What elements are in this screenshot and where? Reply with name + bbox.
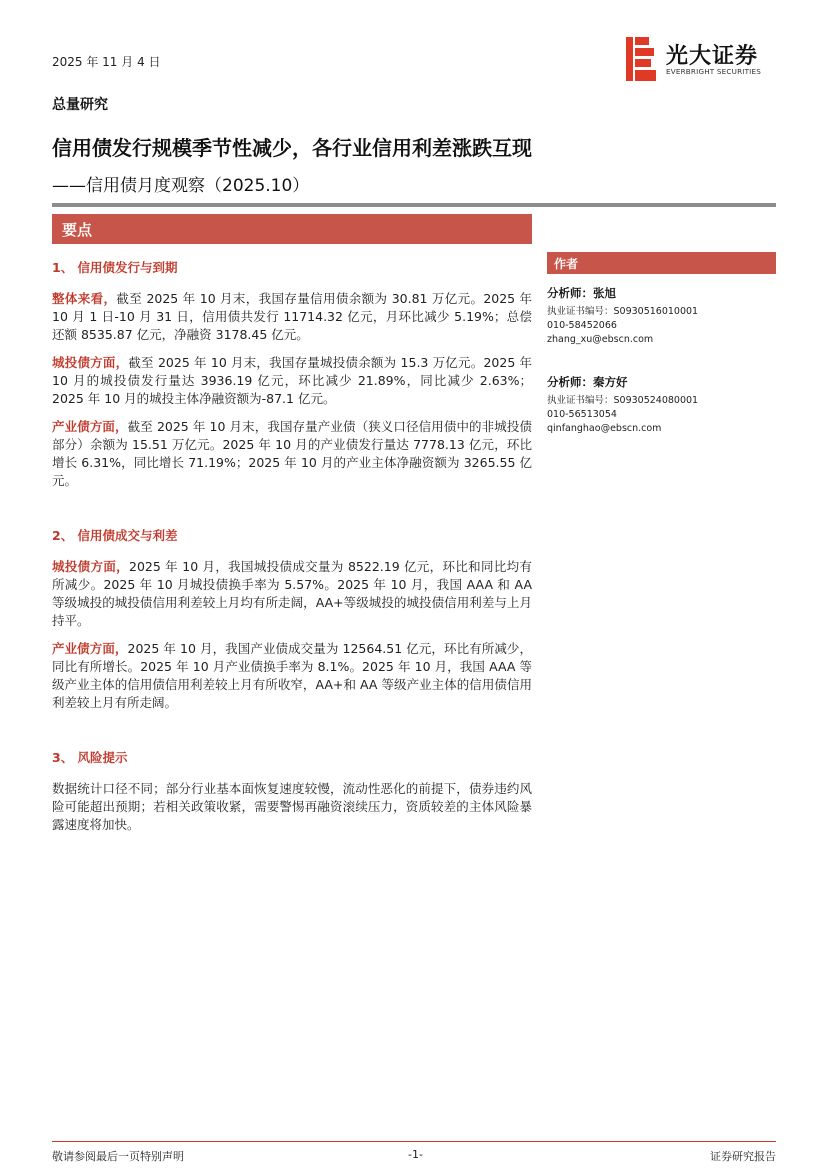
company-logo xyxy=(626,37,776,83)
paragraph-lead: 产业债方面， xyxy=(52,419,128,434)
report-category: 总量研究 xyxy=(52,97,108,113)
paragraph-text: 截至 2025 年 10 月末，我国存量产业债（狭义口径信用债中的非城投债部分）余额为 15.51 万亿元。2025 年 10 月的产业债发行量达 7778.13 亿元，环比增长 6.31%，同比增长 71.19%；2025 年 10 月的产业主体净融资额为 3265.55 亿元。 xyxy=(52,419,532,488)
footer-doc-type: 证券研究报告 xyxy=(710,1150,776,1163)
analyst-card xyxy=(547,374,776,436)
paragraph-text: 数据统计口径不同；部分行业基本面恢复速度较慢，流动性恶化的前提下，债券违约风险可能超出预期；若相关政策收紧，需要警惕再融资滚续压力，资质较差的主体风险暴露速度将加快。 xyxy=(52,781,532,832)
key-points-label: 要点 xyxy=(62,221,93,239)
paragraph-lead: 产业债方面， xyxy=(52,641,128,656)
section-heading-risk: 3、 风险提示 xyxy=(52,750,128,765)
paragraph-industrial xyxy=(52,418,532,490)
report-subtitle: ——信用债月度观察（2025.10） xyxy=(52,176,310,196)
title-divider xyxy=(52,203,776,207)
analyst-email[interactable]: zhang_xu@ebscn.com xyxy=(547,334,654,345)
paragraph-text: 2025 年 10 月，我国城投债成交量为 8522.19 亿元，环比和同比均有所减少。2025 年 10 月城投债换手率为 5.57%。2025 年 10 月，我国 AAA 和 AA 等级城投的城投债信用利差较上月均有所走阔，AA+等级城投的城投债信用利差与上月持平。 xyxy=(52,559,532,628)
section-heading-trading: 2、 信用债成交与利差 xyxy=(52,528,178,543)
section-heading-issuance: 1、 信用债发行与到期 xyxy=(52,260,178,275)
analyst-license: 执业证书编号：S0930524080001 xyxy=(547,395,699,406)
analyst-license: 执业证书编号：S0930516010001 xyxy=(547,306,699,317)
paragraph-lead: 城投债方面， xyxy=(52,559,130,574)
paragraph-urban-investment xyxy=(52,354,532,408)
analyst-phone: 010-58452066 xyxy=(547,320,617,331)
paragraph-overall xyxy=(52,290,532,344)
footer-disclaimer: 敬请参阅最后一页特别声明 xyxy=(52,1150,184,1163)
everbright-logo-icon xyxy=(626,37,656,81)
key-points-header xyxy=(52,214,532,244)
paragraph-text: 2025 年 10 月，我国产业债成交量为 12564.51 亿元，环比有所减少，同比有所增长。2025 年 10 月产业债换手率为 8.1%。2025 年 10 月，我国 AAA 等级产业主体的信用债信用利差较上月有所收窄，AA+和 AA 等级产业主体的信用债信用利差较上月有所走阔。 xyxy=(52,641,532,710)
analyst-card xyxy=(547,285,776,347)
authors-label: 作者 xyxy=(554,257,579,271)
report-title: 信用债发行规模季节性减少，各行业信用利差涨跌互现 xyxy=(52,136,532,160)
logo-text-en: EVERBRIGHT SECURITIES xyxy=(666,67,761,76)
analyst-name: 分析师：秦方好 xyxy=(547,375,628,389)
report-date: 2025 年 11 月 4 日 xyxy=(52,55,161,69)
logo-text-cn: 光大证券 xyxy=(666,44,759,69)
analyst-email[interactable]: qinfanghao@ebscn.com xyxy=(547,423,662,434)
paragraph-urban-investment-trading xyxy=(52,558,532,630)
key-points-body xyxy=(52,258,532,844)
paragraph-lead: 整体来看， xyxy=(52,291,117,306)
analyst-phone: 010-56513054 xyxy=(547,409,617,420)
paragraph-risk xyxy=(52,780,532,834)
page-number: -1- xyxy=(408,1148,423,1161)
author-panel xyxy=(547,252,776,436)
paragraph-lead: 城投债方面， xyxy=(52,355,129,370)
analyst-name: 分析师：张旭 xyxy=(547,286,616,300)
paragraph-text: 截至 2025 年 10 月末，我国存量城投债余额为 15.3 万亿元。2025 年 10 月的城投债发行量达 3936.19 亿元，环比减少 21.89%，同比减少 2.63%；2025 年 10 月的城投主体净融资额为-87.1 亿元。 xyxy=(52,355,532,406)
authors-header xyxy=(547,252,776,274)
paragraph-text: 截至 2025 年 10 月末，我国存量信用债余额为 30.81 万亿元。2025 年 10 月 1 日-10 月 31 日，信用债共发行 11714.32 亿元，月环比减少 5.19%；总偿还额 8535.87 亿元，净融资 3178.45 亿元。 xyxy=(52,291,532,342)
footer-divider xyxy=(52,1141,776,1142)
paragraph-industrial-trading xyxy=(52,640,532,712)
